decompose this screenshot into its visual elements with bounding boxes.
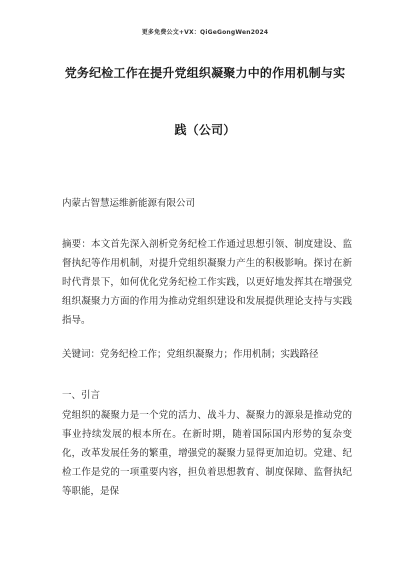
company-name: 内蒙古智慧运维新能源有限公司 xyxy=(62,198,196,209)
introduction-paragraph: 党组织的凝聚力是一个党的活力、战斗力、凝聚力的源泉是推动党的事业持续发展的根本所在。在新时期，随着国际国内形势的复杂变化，改革发展任务的繁重，增强党的凝聚力显得更加迫切。党建、纪检工作是党的一项重要内容，担负着思想教育、制度保障、监督执纪等职能，是保 xyxy=(62,410,352,497)
keywords-paragraph: 关键词：党务纪检工作；党组织凝聚力；作用机制；实践路径 xyxy=(62,349,319,360)
abstract-paragraph: 摘要：本文首先深入剖析党务纪检工作通过思想引领、制度建设、监督执纪等作用机制，对提升党组织凝聚力产生的积极影响。探讨在新时代背景下，如何优化党务纪检工作实践，以更好地发挥其在增强党组织凝聚力方面的作用为推动党组织建设和发展提供理论支持与实践指导。 xyxy=(62,239,352,326)
document-title-line-1: 党务纪检工作在提升党组织凝聚力中的作用机制与实 xyxy=(64,66,346,80)
section-heading-introduction: 一、引言 xyxy=(62,390,101,401)
page-header-promo: 更多免费公文+VX：QiGeGongWen2024 xyxy=(141,29,269,36)
document-title-line-2: 践（公司） xyxy=(174,123,236,137)
